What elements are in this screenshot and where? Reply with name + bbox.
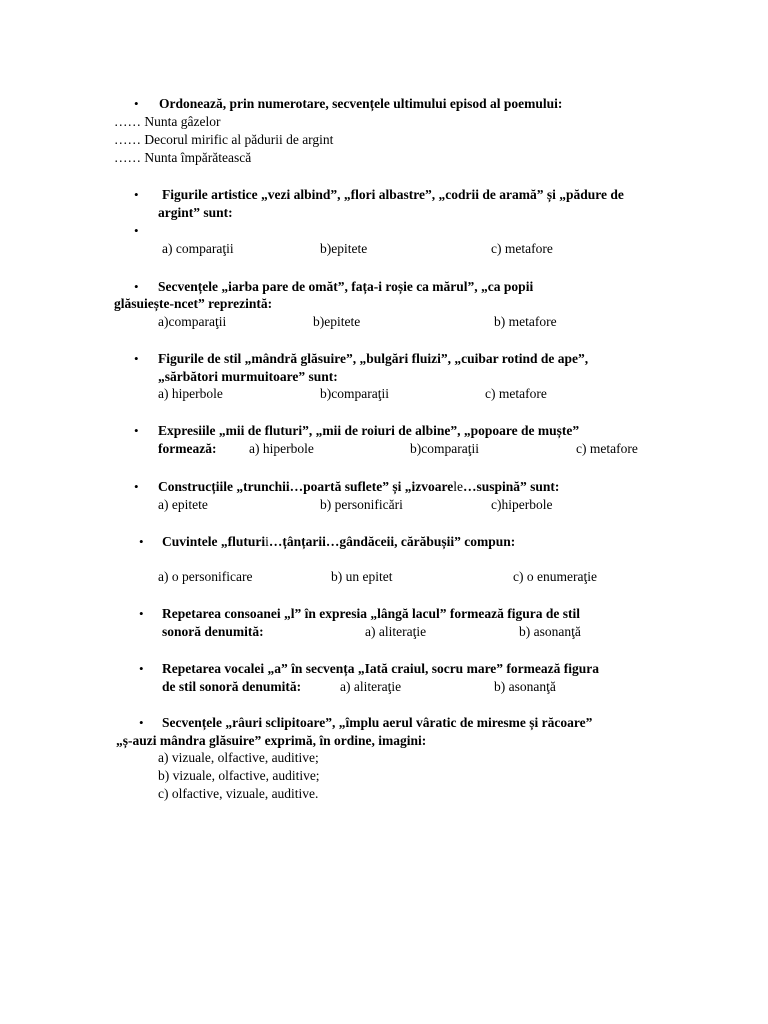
bullet: • (139, 534, 144, 549)
question-2-line-2: argint” sunt: (158, 205, 233, 220)
answer-item-1 (114, 113, 220, 131)
question-1: Ordonează, prin numerotare, secvențele ultimului episod al poemului: (159, 96, 563, 111)
question-7-part-2: i (265, 534, 269, 549)
question-9-line-2: de stil sonoră denumită: (162, 679, 302, 694)
question-3-line-1: Secvențele „iarba pare de omăt”, fața-i roșie ca mărul”, „ca popii (158, 279, 534, 294)
question-10-line-2: „ș-auzi mândra glăsuire” exprimă, în ordine, imagini: (116, 733, 427, 748)
item-text: Nunta împărătească (144, 150, 252, 165)
option-a: a) epitete (158, 497, 208, 512)
option-b: b) un epitet (331, 569, 393, 584)
option-b: b) vizuale, olfactive, auditive; (158, 768, 320, 783)
bullet: • (134, 96, 139, 111)
bullet: • (134, 423, 139, 438)
option-a: a) aliteraţie (365, 624, 427, 639)
bullet: • (139, 606, 144, 621)
option-b: b)comparaţii (410, 441, 479, 456)
bullet: • (139, 661, 144, 676)
option-b: b)epitete (320, 241, 368, 256)
question-5-line-2: formează: (158, 441, 217, 456)
question-5-line-1: Expresiile „mii de fluturi”, „mii de roiuri de albine”, „popoare de muște” (158, 423, 580, 438)
question-8-line-1: Repetarea consoanei „l” în expresia „lângă lacul” formează figura de stil (162, 606, 580, 621)
option-b: b)epitete (313, 314, 361, 329)
item-text: Decorul mirific al pădurii de argint (144, 132, 334, 147)
option-c: c) metafore (491, 241, 553, 256)
bullet: • (134, 479, 139, 494)
question-6-part-1: Construcțiile „trunchii…poartă suflete” și „izvoare (158, 479, 454, 494)
question-3-line-2: glăsuiește-ncet” reprezintă: (114, 296, 273, 311)
question-8-line-2: sonoră denumită: (162, 624, 264, 639)
question-7-part-1: Cuvintele „fluturi (162, 534, 266, 549)
option-a: a) hiperbole (249, 441, 314, 456)
question-2-line-1: Figurile artistice „vezi albind”, „flori albastre”, „codrii de aramă” și „pădure de (162, 187, 624, 202)
blank-dots: …… (114, 150, 141, 165)
question-4-line-2: „sărbători murmuitoare” sunt: (158, 369, 338, 384)
option-a: a) o personificare (158, 569, 253, 584)
bullet: • (134, 351, 139, 366)
option-a: a) aliteraţie (340, 679, 402, 694)
option-c: c)hiperbole (491, 497, 553, 512)
bullet: • (134, 223, 139, 238)
option-c: c) metafore (485, 386, 547, 401)
option-a: a) hiperbole (158, 386, 223, 401)
question-4-line-1: Figurile de stil „mândră glăsuire”, „bulgări fluizi”, „cuibar rotind de ape”, (158, 351, 589, 366)
option-a: a) vizuale, olfactive, auditive; (158, 750, 319, 765)
bullet: • (134, 187, 139, 202)
question-7 (162, 533, 515, 551)
option-c: b) metafore (494, 314, 557, 329)
question-10-line-1: Secvențele „râuri sclipitoare”, „împlu aerul vâratic de miresme și răcoare” (162, 715, 593, 730)
question-6 (158, 478, 559, 496)
option-a: a) comparaţii (162, 241, 234, 256)
answer-item-3 (114, 149, 251, 167)
question-7-part-3: …țânțarii…gândăceii, cărăbușii” compun: (268, 534, 516, 549)
option-c: c) o enumeraţie (513, 569, 597, 584)
option-c: c) olfactive, vizuale, auditive. (158, 786, 319, 801)
blank-dots: …… (114, 132, 141, 147)
option-c: c) metafore (576, 441, 638, 456)
blank-dots: …… (114, 114, 141, 129)
item-text: Nunta gâzelor (144, 114, 221, 129)
option-b: b) asonanţă (494, 679, 556, 694)
answer-item-2 (114, 131, 333, 149)
question-9-line-1: Repetarea vocalei „a” în secvența „Iată craiul, socru mare” formează figura (162, 661, 600, 676)
question-6-part-3: …suspină” sunt: (462, 479, 560, 494)
question-6-part-2: le (453, 479, 463, 494)
bullet: • (139, 715, 144, 730)
option-b: b) asonanţă (519, 624, 581, 639)
option-b: b) personificări (320, 497, 403, 512)
option-b: b)comparaţii (320, 386, 389, 401)
bullet: • (134, 279, 139, 294)
option-a: a)comparaţii (158, 314, 227, 329)
